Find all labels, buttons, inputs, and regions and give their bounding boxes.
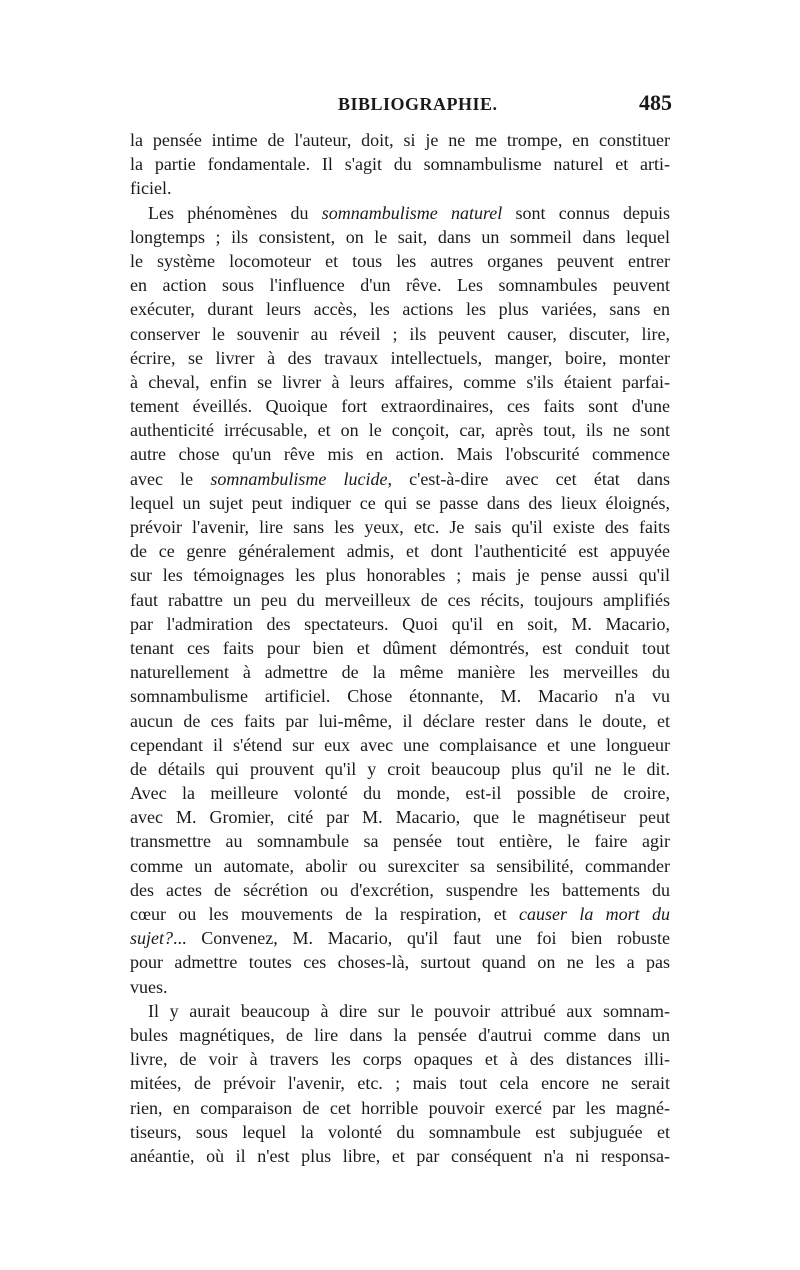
text-segment: à cheval, enfin se livrer à leurs affaires, comme s'ils étaient parfai-: [130, 371, 670, 392]
running-title: BIBLIOGRAPHIE.: [338, 94, 498, 114]
text-segment: avec le: [130, 468, 211, 489]
text-segment: avec M. Gromier, cité par M. Macario, que le magnétiseur peut: [130, 807, 670, 828]
text-line: [130, 176, 670, 200]
text-line: [130, 539, 670, 563]
text-segment: anéantie, où il n'est plus libre, et par conséquent n'a ni responsa-: [130, 1145, 670, 1166]
text-segment: somnambulisme artificiel. Chose étonnante, M. Macario n'a vu: [130, 686, 670, 707]
text-segment: prévoir l'avenir, lire sans les yeux, etc. Je sais qu'il existe des faits: [130, 517, 670, 537]
text-line: [130, 1047, 670, 1071]
italic-text: somnambulisme naturel: [321, 202, 503, 223]
page-header: [128, 90, 672, 120]
text-line: [130, 152, 670, 176]
text-line: [130, 1071, 670, 1095]
text-line: [130, 757, 670, 781]
text-line: [130, 467, 670, 491]
text-segment: tiseurs, sous lequel la volonté du somnambule est subjuguée et: [130, 1121, 670, 1142]
text-segment: lequel un sujet peut indiquer ce qui se passe dans des lieux éloignés,: [130, 492, 670, 513]
text-line: [130, 515, 670, 539]
text-line: [130, 273, 670, 297]
text-segment: par l'admiration des spectateurs. Quoi qu'il en soit, M. Macario,: [130, 613, 670, 634]
text-segment: rien, en comparaison de cet horrible pouvoir exercé par les magné-: [130, 1097, 670, 1118]
text-line: [130, 975, 670, 999]
text-line: [130, 249, 670, 273]
text-line: [130, 805, 670, 829]
text-segment: faut rabattre un peu du merveilleux de ces récits, toujours amplifiés: [130, 589, 670, 610]
text-segment: aucun de ces faits par lui-même, il déclare rester dans le doute, et: [130, 710, 670, 731]
text-segment: conserver le souvenir au réveil ; ils peuvent causer, discuter, lire,: [130, 323, 670, 344]
text-segment: ... Convenez, M. Macario, qu'il faut une foi bien robuste: [173, 928, 670, 949]
text-line: [130, 709, 670, 733]
text-line: [130, 902, 670, 926]
text-segment: livre, de voir à travers les corps opaques et à des distances illi-: [130, 1049, 670, 1070]
text-segment: transmettre au somnambule sa pensée tout entière, le faire agir: [130, 831, 670, 852]
text-line: [130, 442, 670, 466]
text-line: [130, 926, 670, 950]
text-segment: tement éveillés. Quoique fort extraordinaires, ces faits sont d'une: [130, 396, 670, 417]
page-number: 485: [639, 90, 672, 115]
text-segment: longtemps ; ils consistent, on le sait, dans un sommeil dans lequel: [130, 226, 670, 247]
text-segment: bules magnétiques, de lire dans la pensée d'autrui comme dans un: [130, 1024, 670, 1045]
text-line: [130, 225, 670, 249]
text-segment: vues.: [130, 976, 168, 997]
text-line: [130, 781, 670, 805]
italic-text: somnambulisme lucide: [210, 468, 388, 489]
text-segment: autre chose qu'un rêve mis en action. Mais l'obscurité commence: [130, 444, 670, 465]
text-segment: ficiel.: [130, 178, 172, 199]
text-segment: la partie fondamentale. Il s'agit du somnambulisme naturel et arti-: [130, 154, 670, 175]
text-line: [130, 1144, 670, 1168]
text-line: [130, 636, 670, 660]
body-text: [130, 128, 670, 1168]
text-line: [130, 297, 670, 321]
italic-text: sujet?: [130, 928, 173, 949]
text-line: [130, 684, 670, 708]
text-segment: authenticité irrécusable, et on le conçoit, car, après tout, ils ne sont: [130, 420, 670, 441]
text-line: [130, 588, 670, 612]
text-line: [130, 999, 670, 1023]
text-segment: comme un automate, abolir ou surexciter sa sensibilité, commander: [130, 855, 670, 876]
text-segment: pour admettre toutes ces choses-là, surtout quand on ne les a pas: [130, 952, 670, 973]
text-segment: de ce genre généralement admis, et dont l'authenticité est appuyée: [130, 541, 670, 562]
text-line: [130, 1096, 670, 1120]
text-line: [130, 660, 670, 684]
text-segment: de détails qui prouvent qu'il y croit beaucoup plus qu'il ne le dit.: [130, 758, 670, 779]
text-line: [130, 322, 670, 346]
text-segment: écrire, se livrer à des travaux intellectuels, manger, boire, monter: [130, 347, 670, 368]
text-line: [130, 491, 670, 515]
text-line: [130, 346, 670, 370]
text-line: [130, 418, 670, 442]
text-line: [130, 1023, 670, 1047]
text-segment: tenant ces faits pour bien et dûment démontrés, est conduit tout: [130, 637, 670, 658]
text-line: [130, 128, 670, 152]
text-line: [130, 201, 670, 225]
text-segment: le système locomoteur et tous les autres organes peuvent entrer: [130, 250, 670, 271]
text-segment: Avec la meilleure volonté du monde, est-il possible de croire,: [130, 783, 670, 804]
text-line: [130, 563, 670, 587]
text-line: [130, 612, 670, 636]
text-segment: exécuter, durant leurs accès, les actions les plus variées, sans en: [130, 299, 670, 320]
text-segment: sur les témoignages les plus honorables ; mais je pense aussi qu'il: [130, 565, 670, 586]
text-line: [130, 394, 670, 418]
text-line: [130, 878, 670, 902]
text-segment: Les phénomènes du: [148, 202, 322, 223]
text-line: [130, 854, 670, 878]
text-segment: , c'est-à-dire avec cet état dans: [387, 468, 670, 489]
text-line: [130, 733, 670, 757]
text-segment: cœur ou les mouvements de la respiration, et: [130, 904, 520, 924]
text-segment: la pensée intime de l'auteur, doit, si je ne me trompe, en constituer: [130, 130, 670, 150]
text-segment: des actes de sécrétion ou d'excrétion, suspendre les battements du: [130, 879, 670, 900]
text-segment: cependant il s'étend sur eux avec une complaisance et une longueur: [130, 734, 670, 755]
text-segment: mitées, de prévoir l'avenir, etc. ; mais tout cela encore ne serait: [130, 1073, 670, 1094]
text-line: [130, 370, 670, 394]
text-line: [130, 1120, 670, 1144]
italic-text: causer la mort du: [519, 904, 670, 924]
text-segment: naturellement à admettre de la même manière les merveilles du: [130, 662, 670, 683]
text-line: [130, 950, 670, 974]
text-segment: sont connus depuis: [502, 202, 670, 223]
text-segment: en action sous l'influence d'un rêve. Les somnambules peuvent: [130, 275, 670, 296]
text-segment: Il y aurait beaucoup à dire sur le pouvoir attribué aux somnam-: [148, 1000, 670, 1021]
text-line: [130, 829, 670, 853]
